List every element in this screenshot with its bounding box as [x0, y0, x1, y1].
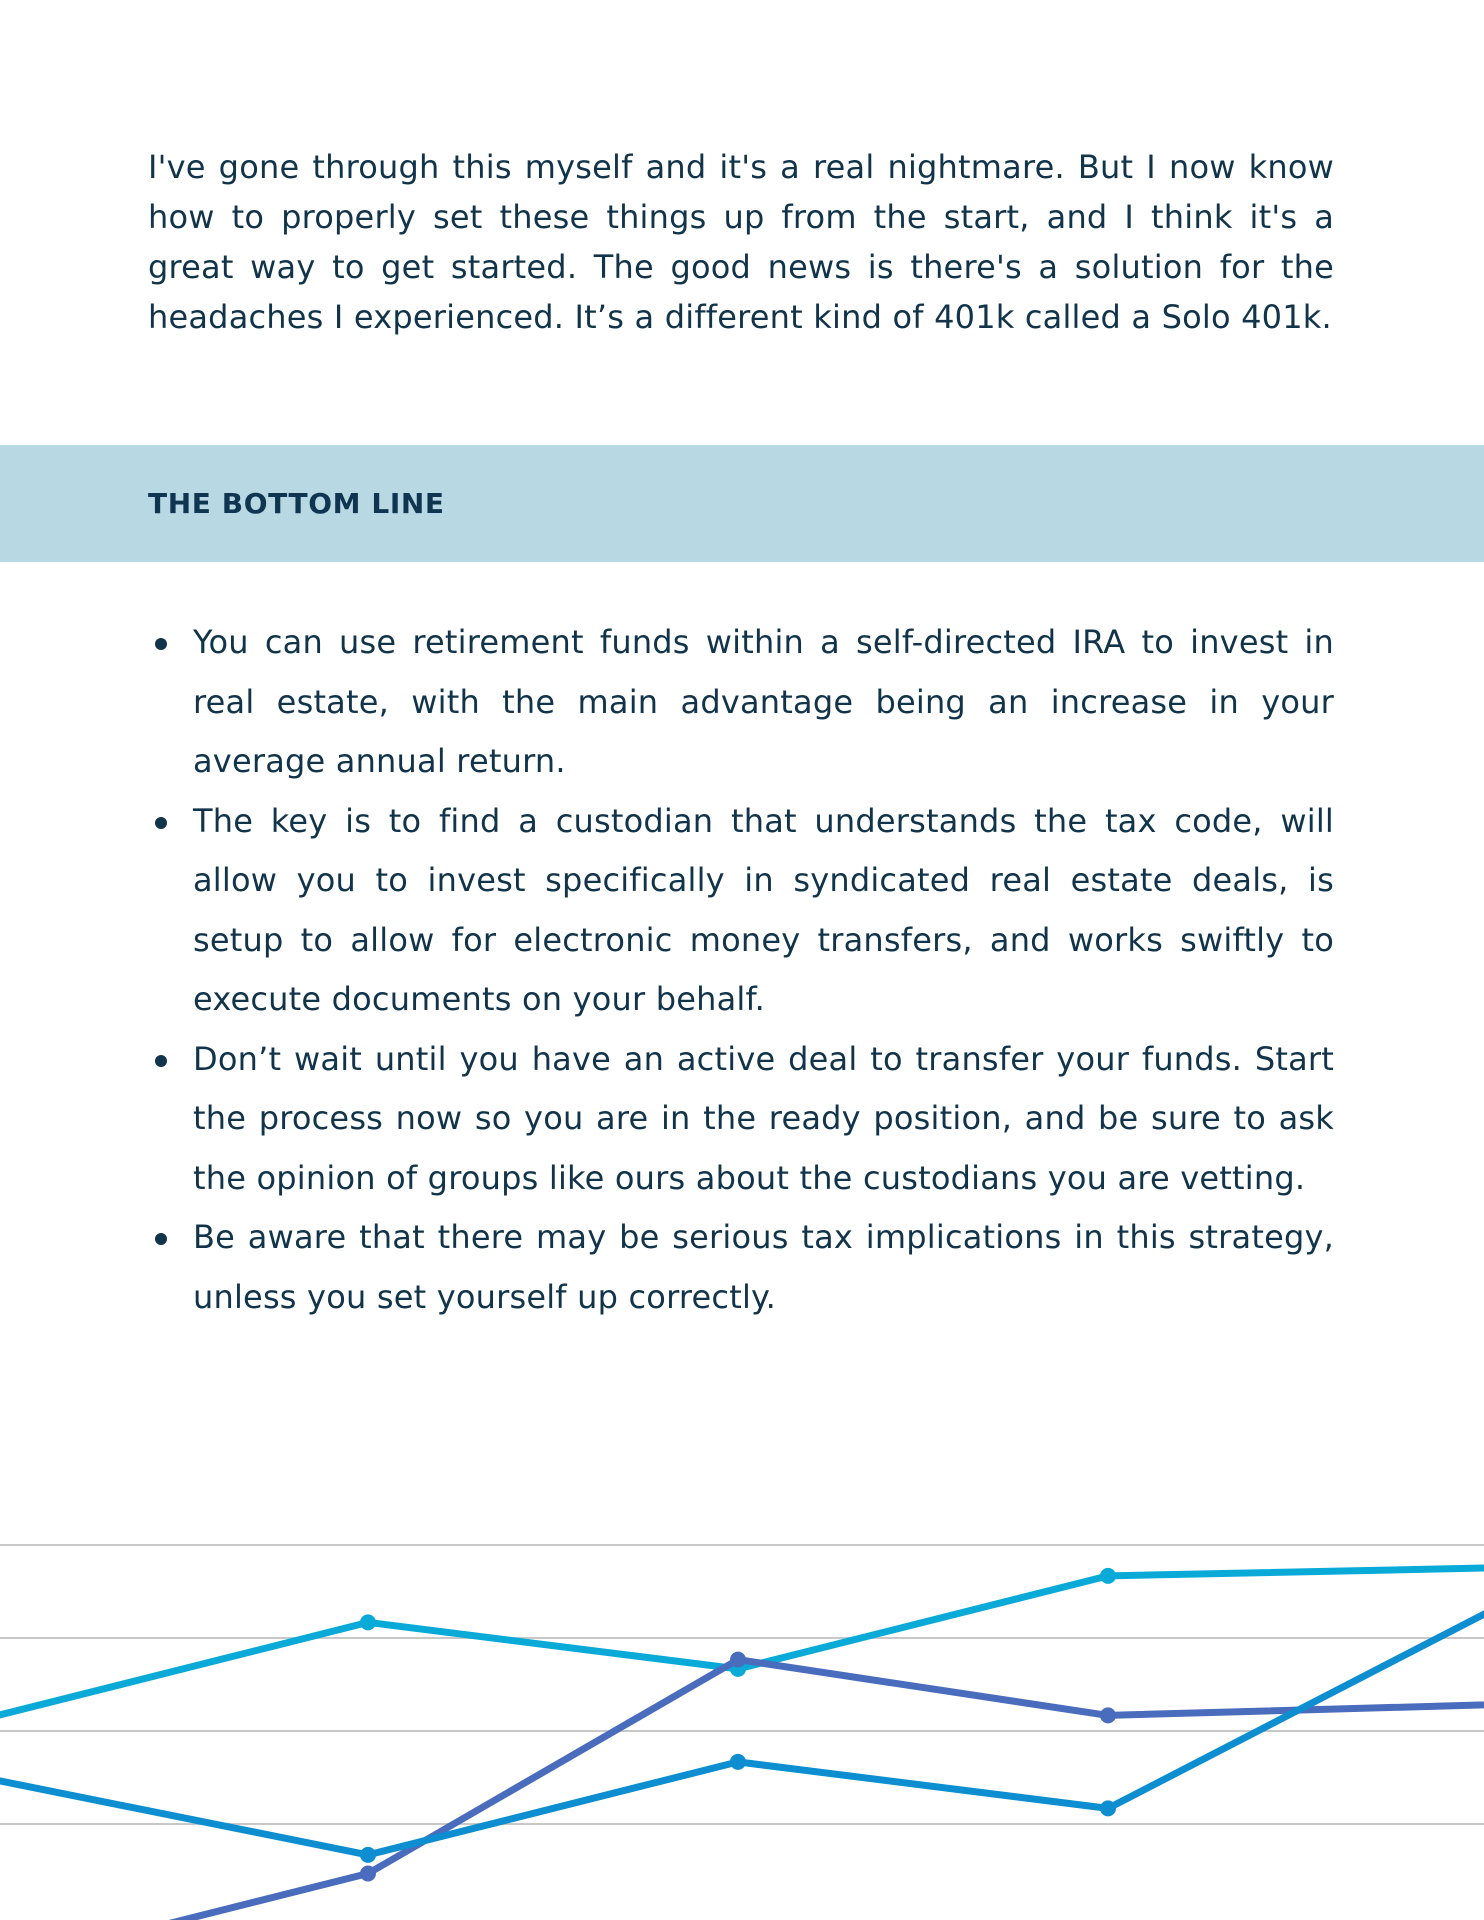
bullet-item: Be aware that there may be serious tax implications in this strategy, unless you set yourself up correctly.: [148, 1208, 1334, 1327]
chart-point: [360, 1847, 376, 1863]
bullet-item: The key is to find a custodian that understands the tax code, will allow you to invest specifically in syndicated real estate deals, is setup to allow for electronic money transfers, and works swiftly to execute documents on your behalf.: [148, 792, 1334, 1030]
chart-point: [360, 1866, 376, 1882]
chart-point: [1100, 1800, 1116, 1816]
chart-point: [730, 1754, 746, 1770]
chart-point: [360, 1614, 376, 1630]
bullet-list: [148, 613, 1334, 1327]
decorative-line-chart: [0, 1460, 1484, 1920]
chart-point: [1100, 1707, 1116, 1723]
chart-series-line-2: [0, 1660, 1484, 1920]
section-banner: [0, 445, 1484, 562]
chart-point: [730, 1652, 746, 1668]
section-heading: THE BOTTOM LINE: [148, 487, 445, 520]
intro-paragraph: I've gone through this myself and it's a real nightmare. But I now know how to properly set these things up from the start, and I think it's a great way to get started. The good news is there's a solution for the headaches I experienced. It’s a different kind of 401k called a Solo 401k.: [148, 148, 1334, 336]
bullet-item: Don’t wait until you have an active deal to transfer your funds. Start the process now so you are in the ready position, and be sure to ask the opinion of groups like ours about the custodians you are vetting.: [148, 1030, 1334, 1209]
chart-point: [1100, 1568, 1116, 1584]
bullet-item: You can use retirement funds within a self-directed IRA to invest in real estate, with the main advantage being an increase in your average annual return.: [148, 613, 1334, 792]
